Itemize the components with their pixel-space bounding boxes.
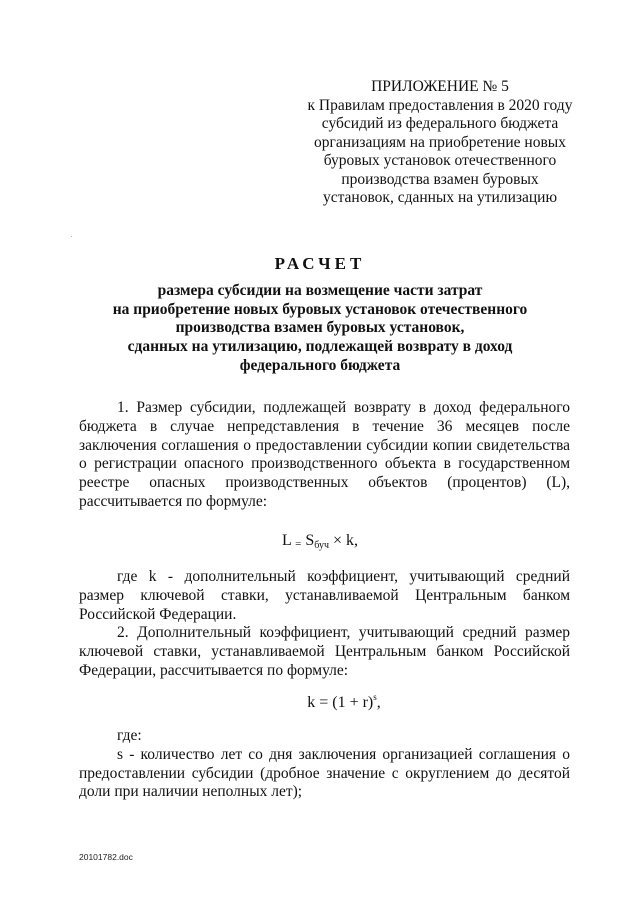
appendix-line: к Правилам предоставления в 2020 году [307,96,573,114]
paragraph-1: 1. Размер субсидии, подлежащей возврату в доход федерального бюджета в случае непредставления в течение 36 месяцев после заключения соглашения о предоставлении субсидии копии свидетельства о регистрации опасного производственного объекта в государственном реестре опасных производственных объектов (процентов) (L), рассчитывается по формуле: [79,399,570,510]
paragraph-2: где k - дополнительный коэффициент, учитывающий средний размер ключевой ставки, устанавливаемой Центральным банком Российской Федерации. [79,568,570,623]
paragraph-block [79,568,570,681]
formula-l [0,532,640,551]
scan-speck [71,236,72,237]
paragraph-3: 2. Дополнительный коэффициент, учитывающий средний размер ключевой ставки, устанавливаемой Центральным банком Российской Федерации, рассчитывается по формуле: [79,624,570,679]
formula-k-sup: s [373,692,377,702]
formula-lhs: L [281,532,292,549]
paragraph-5: s - количество лет со дня заключения организацией соглашения о предоставлении субсидии (дробное значение с округлением до десятой доли при наличии неполных лет); [79,745,570,801]
appendix-line: буровых установок отечественного [323,152,557,169]
subtitle-line: сданных на утилизацию, подлежащей возврату в доход [127,338,513,356]
subtitle-line: федерального бюджета [239,356,401,374]
appendix-line: производства взамен буровых [341,170,539,188]
formula-sub: буч [314,540,330,551]
subtitle-line: размера субсидии на возмещение части затрат [157,282,483,299]
paragraph-block [79,399,570,512]
file-name-footer: 20101782.doc [79,852,133,862]
appendix-line: субсидий из федерального бюджета [321,115,559,132]
formula-k-tail: , [376,694,381,711]
subtitle-line: производства взамен буровых установок, [175,319,465,337]
formula-op: × [333,532,343,549]
document-title: РАСЧЕТ [274,254,366,273]
subtitle-line: на приобретение новых буровых установок отечественного [112,300,528,318]
paragraph-4: где: [117,727,142,744]
appendix-line: организациям на приобретение новых [314,133,566,151]
formula-k [24,692,640,712]
formula-rhs: k, [346,532,359,549]
appendix-line: установок, сданных на утилизацию [322,189,558,206]
formula-k-body: k = (1 + r) [307,694,374,711]
formula-s: S [305,532,315,549]
formula-eq: = [295,538,302,550]
appendix-line: ПРИЛОЖЕНИЕ № 5 [371,78,509,95]
appendix-header [300,78,580,208]
paragraph-block [79,727,570,802]
document-subtitle [100,282,540,376]
